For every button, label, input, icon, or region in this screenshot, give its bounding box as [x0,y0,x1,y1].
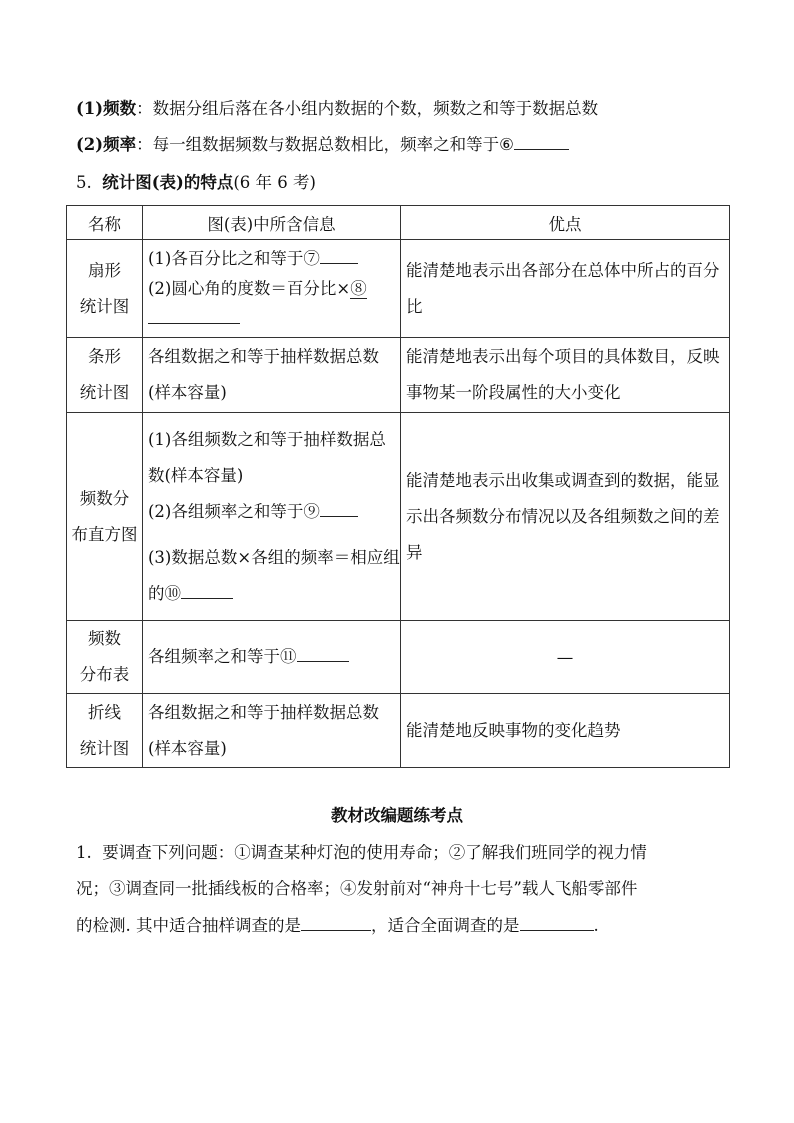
blank-8-line [148,307,240,324]
question-1-line-3: 的检测. 其中适合抽样调查的是 ，适合全面调查的是 . [76,916,599,935]
practice-title: 教材改编题练考点 [331,806,463,825]
blank-6-line [514,133,569,150]
row-info: 各组频率之和等于⑪ [143,621,401,694]
header-name: 名称 [67,206,143,240]
row-info: (1)各组频数之和等于抽样数据总数(样本容量) (2)各组频率之和等于⑨ (3)数据总数×各组的频率＝相应组的⑩ [143,413,401,621]
freq-rate-label: (2)频率 [76,135,137,154]
header-advantage: 优点 [401,206,730,240]
row-name: 条形 统计图 [67,338,143,413]
table-row [67,240,730,338]
stats-chart-table [66,205,730,768]
blank-10-line [181,582,233,599]
freq-count-line [76,98,598,120]
table-row [67,621,730,694]
answer-blank-sampling[interactable] [301,914,371,931]
table-row [67,694,730,768]
row-advantage-dash: — [401,621,730,694]
header-info: 图(表)中所含信息 [143,206,401,240]
section5-title: 统计图(表)的特点 [102,173,234,192]
row-advantage: 能清楚地表示出收集或调查到的数据，能显示出各频数分布情况以及各组频数之间的差异 [401,413,730,621]
freq-rate-line [76,133,569,156]
row-name: 频数 分布表 [67,621,143,694]
blank-7-mark: ⑦ [303,248,320,268]
blank-6-mark: ⑥ [499,135,514,154]
blank-7-line [320,247,358,264]
table-row [67,338,730,413]
blank-8-mark: ⑧ [350,278,367,298]
row-name: 频数分 布直方图 [67,413,143,621]
freq-count-text: ：数据分组后落在各小组内数据的个数，频数之和等于数据总数 [136,99,599,118]
table-header-row [67,206,730,240]
row-advantage: 能清楚地表示出各部分在总体中所占的百分比 [401,240,730,338]
blank-9-line [320,500,358,517]
answer-blank-census[interactable] [520,914,594,931]
freq-rate-text: ：每一组数据频数与数据总数相比，频率之和等于 [136,135,500,154]
blank-11-line [297,645,349,662]
question-1-number: 1. [76,843,92,862]
table-row [67,413,730,621]
blank-10-mark: ⑩ [164,583,181,603]
row-name: 折线 统计图 [67,694,143,768]
row-info: (1)各百分比之和等于⑦ (2)圆心角的度数＝百分比×⑧ [143,240,401,338]
section5-number: 5. [76,173,92,192]
row-advantage: 能清楚地表示出每个项目的具体数目，反映事物某一阶段属性的大小变化 [401,338,730,413]
question-1-line-1: 1. 要调查下列问题：①调查某种灯泡的使用寿命；②了解我们班同学的视力情 [76,843,647,862]
row-info: 各组数据之和等于抽样数据总数(样本容量) [143,338,401,413]
row-advantage: 能清楚地反映事物的变化趋势 [401,694,730,768]
row-name: 扇形 统计图 [67,240,143,338]
blank-11-mark: ⑪ [280,647,297,666]
row-info: 各组数据之和等于抽样数据总数(样本容量) [143,694,401,768]
section5-heading [76,172,316,194]
section5-note: (6 年 6 考) [233,173,316,192]
question-1-line-2: 况；③调查同一批插线板的合格率；④发射前对“神舟十七号”载人飞船零部件 [76,879,638,898]
freq-count-label: (1)频数 [76,99,137,118]
blank-9-mark: ⑨ [303,501,320,521]
